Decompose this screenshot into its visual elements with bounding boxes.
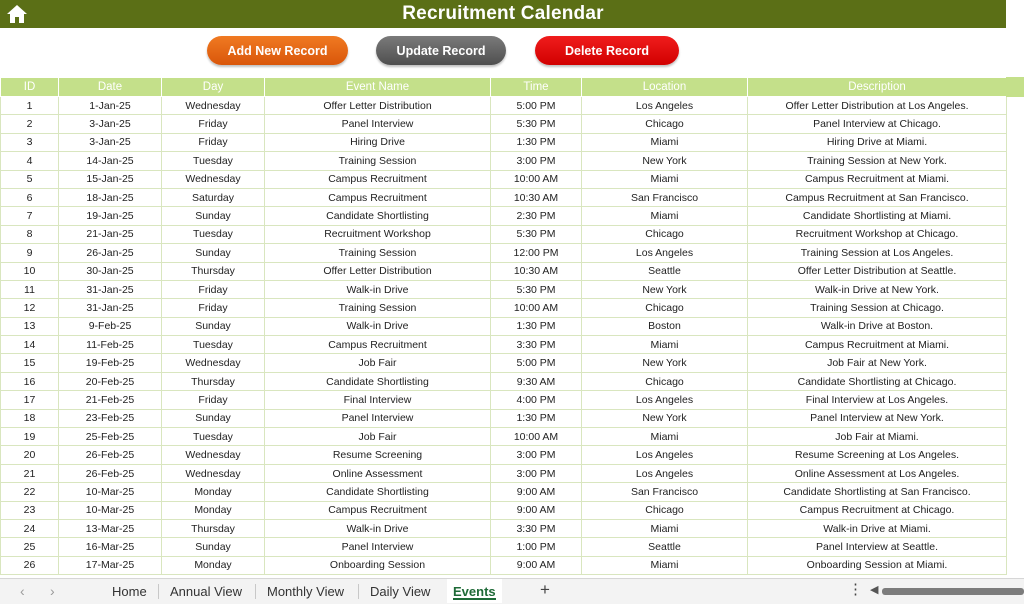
location-cell[interactable]: Chicago — [582, 115, 748, 133]
id-cell[interactable]: 12 — [1, 299, 59, 317]
date-cell[interactable]: 1-Jan-25 — [59, 97, 162, 115]
day-cell[interactable]: Sunday — [162, 409, 265, 427]
column-header-day: Day — [162, 78, 265, 97]
title-bar — [0, 0, 1006, 28]
id-cell[interactable]: 8 — [1, 225, 59, 243]
table-row[interactable] — [1, 501, 1007, 519]
id-cell[interactable]: 19 — [1, 428, 59, 446]
sheet-tab-bar — [0, 578, 1024, 604]
table-row[interactable] — [1, 262, 1007, 280]
date-cell[interactable]: 21-Feb-25 — [59, 391, 162, 409]
event-name-cell[interactable]: Campus Recruitment — [265, 170, 491, 188]
time-cell[interactable]: 2:30 PM — [491, 207, 582, 225]
time-cell[interactable]: 1:30 PM — [491, 317, 582, 335]
id-cell[interactable]: 14 — [1, 336, 59, 354]
time-cell[interactable]: 10:00 AM — [491, 170, 582, 188]
table-row[interactable] — [1, 299, 1007, 317]
id-cell[interactable]: 26 — [1, 556, 59, 574]
description-cell[interactable]: Offer Letter Distribution at Seattle. — [748, 262, 1007, 280]
delete-record-button[interactable]: Delete Record — [535, 36, 679, 65]
time-cell[interactable]: 12:00 PM — [491, 244, 582, 262]
date-cell[interactable]: 23-Feb-25 — [59, 409, 162, 427]
location-cell[interactable]: Miami — [582, 170, 748, 188]
events-table-container — [0, 77, 1024, 575]
column-header-description: Description — [748, 78, 1007, 97]
event-name-cell[interactable]: Hiring Drive — [265, 133, 491, 151]
day-cell[interactable]: Saturday — [162, 188, 265, 206]
tab-events[interactable]: Events — [447, 579, 502, 603]
plus-icon[interactable]: + — [540, 580, 550, 599]
location-cell[interactable]: San Francisco — [582, 483, 748, 501]
description-cell[interactable]: Recruitment Workshop at Chicago. — [748, 225, 1007, 243]
table-body — [1, 97, 1007, 575]
day-cell[interactable]: Wednesday — [162, 464, 265, 482]
header-strip — [1006, 77, 1024, 97]
time-cell[interactable]: 5:30 PM — [491, 225, 582, 243]
location-cell[interactable]: Miami — [582, 336, 748, 354]
update-record-button[interactable]: Update Record — [376, 36, 506, 65]
day-cell[interactable]: Friday — [162, 391, 265, 409]
location-cell[interactable]: Chicago — [582, 299, 748, 317]
date-cell[interactable]: 10-Mar-25 — [59, 501, 162, 519]
column-header-location: Location — [582, 78, 748, 97]
time-cell[interactable]: 3:00 PM — [491, 152, 582, 170]
date-cell[interactable]: 25-Feb-25 — [59, 428, 162, 446]
location-cell[interactable]: Los Angeles — [582, 391, 748, 409]
description-cell[interactable]: Job Fair at New York. — [748, 354, 1007, 372]
table-row[interactable] — [1, 519, 1007, 537]
id-cell[interactable]: 18 — [1, 409, 59, 427]
horizontal-scrollbar[interactable] — [882, 588, 1024, 595]
event-name-cell[interactable]: Panel Interview — [265, 538, 491, 556]
table-row[interactable] — [1, 225, 1007, 243]
date-cell[interactable]: 19-Feb-25 — [59, 354, 162, 372]
description-cell[interactable]: Panel Interview at Chicago. — [748, 115, 1007, 133]
event-name-cell[interactable]: Offer Letter Distribution — [265, 262, 491, 280]
description-cell[interactable]: Online Assessment at Los Angeles. — [748, 464, 1007, 482]
tab-daily-view[interactable]: Daily View — [370, 583, 431, 599]
vertical-dots-icon[interactable]: ⋮ — [848, 581, 863, 598]
date-cell[interactable]: 31-Jan-25 — [59, 280, 162, 298]
description-cell[interactable]: Training Session at Chicago. — [748, 299, 1007, 317]
event-name-cell[interactable]: Candidate Shortlisting — [265, 372, 491, 390]
event-name-cell[interactable]: Campus Recruitment — [265, 501, 491, 519]
id-cell[interactable]: 11 — [1, 280, 59, 298]
chevron-left-icon[interactable]: ‹ — [20, 583, 25, 599]
id-cell[interactable]: 1 — [1, 97, 59, 115]
day-cell[interactable]: Wednesday — [162, 446, 265, 464]
event-name-cell[interactable]: Walk-in Drive — [265, 280, 491, 298]
location-cell[interactable]: Chicago — [582, 372, 748, 390]
description-cell[interactable]: Campus Recruitment at Miami. — [748, 336, 1007, 354]
id-cell[interactable]: 24 — [1, 519, 59, 537]
date-cell[interactable]: 19-Jan-25 — [59, 207, 162, 225]
event-name-cell[interactable]: Training Session — [265, 152, 491, 170]
chevron-right-icon[interactable]: › — [50, 583, 55, 599]
table-row[interactable] — [1, 446, 1007, 464]
home-icon — [6, 4, 28, 24]
table-row[interactable] — [1, 428, 1007, 446]
day-cell[interactable]: Thursday — [162, 372, 265, 390]
id-cell[interactable]: 15 — [1, 354, 59, 372]
description-cell[interactable]: Campus Recruitment at Miami. — [748, 170, 1007, 188]
day-cell[interactable]: Friday — [162, 299, 265, 317]
day-cell[interactable]: Sunday — [162, 244, 265, 262]
location-cell[interactable]: New York — [582, 354, 748, 372]
tab-home[interactable]: Home — [112, 583, 147, 599]
id-cell[interactable]: 4 — [1, 152, 59, 170]
day-cell[interactable]: Sunday — [162, 207, 265, 225]
table-row[interactable] — [1, 336, 1007, 354]
table-row[interactable] — [1, 133, 1007, 151]
date-cell[interactable]: 3-Jan-25 — [59, 115, 162, 133]
date-cell[interactable]: 26-Feb-25 — [59, 446, 162, 464]
day-cell[interactable]: Tuesday — [162, 336, 265, 354]
table-row[interactable] — [1, 170, 1007, 188]
event-name-cell[interactable]: Onboarding Session — [265, 556, 491, 574]
description-cell[interactable]: Candidate Shortlisting at Chicago. — [748, 372, 1007, 390]
table-row[interactable] — [1, 464, 1007, 482]
event-name-cell[interactable]: Campus Recruitment — [265, 188, 491, 206]
time-cell[interactable]: 3:30 PM — [491, 519, 582, 537]
day-cell[interactable]: Tuesday — [162, 428, 265, 446]
time-cell[interactable]: 10:00 AM — [491, 428, 582, 446]
table-row[interactable] — [1, 152, 1007, 170]
day-cell[interactable]: Thursday — [162, 519, 265, 537]
location-cell[interactable]: Chicago — [582, 501, 748, 519]
time-cell[interactable]: 1:00 PM — [491, 538, 582, 556]
description-cell[interactable]: Training Session at Los Angeles. — [748, 244, 1007, 262]
day-cell[interactable]: Tuesday — [162, 152, 265, 170]
date-cell[interactable]: 16-Mar-25 — [59, 538, 162, 556]
description-cell[interactable]: Candidate Shortlisting at Miami. — [748, 207, 1007, 225]
date-cell[interactable]: 18-Jan-25 — [59, 188, 162, 206]
table-row[interactable] — [1, 483, 1007, 501]
triangle-left-icon[interactable]: ◀ — [870, 584, 879, 596]
column-header-date: Date — [59, 78, 162, 97]
location-cell[interactable]: Los Angeles — [582, 446, 748, 464]
event-name-cell[interactable]: Job Fair — [265, 428, 491, 446]
time-cell[interactable]: 10:30 AM — [491, 188, 582, 206]
description-cell[interactable]: Final Interview at Los Angeles. — [748, 391, 1007, 409]
column-header-event-name: Event Name — [265, 78, 491, 97]
id-cell[interactable]: 7 — [1, 207, 59, 225]
time-cell[interactable]: 9:00 AM — [491, 556, 582, 574]
location-cell[interactable]: Miami — [582, 428, 748, 446]
description-cell[interactable]: Campus Recruitment at San Francisco. — [748, 188, 1007, 206]
date-cell[interactable]: 20-Feb-25 — [59, 372, 162, 390]
date-cell[interactable]: 11-Feb-25 — [59, 336, 162, 354]
id-cell[interactable]: 21 — [1, 464, 59, 482]
day-cell[interactable]: Wednesday — [162, 354, 265, 372]
day-cell[interactable]: Monday — [162, 501, 265, 519]
table-row[interactable] — [1, 372, 1007, 390]
location-cell[interactable]: Miami — [582, 133, 748, 151]
day-cell[interactable]: Sunday — [162, 317, 265, 335]
time-cell[interactable]: 9:00 AM — [491, 501, 582, 519]
location-cell[interactable]: Los Angeles — [582, 97, 748, 115]
description-cell[interactable]: Onboarding Session at Miami. — [748, 556, 1007, 574]
id-cell[interactable]: 17 — [1, 391, 59, 409]
time-cell[interactable]: 5:30 PM — [491, 280, 582, 298]
table-row[interactable] — [1, 244, 1007, 262]
description-cell[interactable]: Walk-in Drive at Miami. — [748, 519, 1007, 537]
description-cell[interactable]: Training Session at New York. — [748, 152, 1007, 170]
description-cell[interactable]: Campus Recruitment at Chicago. — [748, 501, 1007, 519]
time-cell[interactable]: 1:30 PM — [491, 409, 582, 427]
location-cell[interactable]: Miami — [582, 207, 748, 225]
column-header-time: Time — [491, 78, 582, 97]
id-cell[interactable]: 16 — [1, 372, 59, 390]
event-name-cell[interactable]: Candidate Shortlisting — [265, 207, 491, 225]
tab-annual-view[interactable]: Annual View — [170, 583, 243, 599]
table-row[interactable] — [1, 188, 1007, 206]
events-table — [0, 77, 1007, 575]
time-cell[interactable]: 5:00 PM — [491, 97, 582, 115]
time-cell[interactable]: 9:00 AM — [491, 483, 582, 501]
date-cell[interactable]: 26-Feb-25 — [59, 464, 162, 482]
table-row[interactable] — [1, 280, 1007, 298]
time-cell[interactable]: 3:00 PM — [491, 464, 582, 482]
description-cell[interactable]: Candidate Shortlisting at San Francisco. — [748, 483, 1007, 501]
event-name-cell[interactable]: Recruitment Workshop — [265, 225, 491, 243]
location-cell[interactable]: Los Angeles — [582, 464, 748, 482]
table-row[interactable] — [1, 538, 1007, 556]
event-name-cell[interactable]: Final Interview — [265, 391, 491, 409]
tab-separator — [158, 584, 159, 599]
add-new-record-button[interactable]: Add New Record — [207, 36, 348, 65]
id-cell[interactable]: 10 — [1, 262, 59, 280]
tab-separator — [358, 584, 359, 599]
day-cell[interactable]: Friday — [162, 280, 265, 298]
id-cell[interactable]: 25 — [1, 538, 59, 556]
description-cell[interactable]: Walk-in Drive at New York. — [748, 280, 1007, 298]
day-cell[interactable]: Friday — [162, 115, 265, 133]
event-name-cell[interactable]: Training Session — [265, 244, 491, 262]
date-cell[interactable]: 9-Feb-25 — [59, 317, 162, 335]
time-cell[interactable]: 3:30 PM — [491, 336, 582, 354]
id-cell[interactable]: 6 — [1, 188, 59, 206]
location-cell[interactable]: San Francisco — [582, 188, 748, 206]
event-name-cell[interactable]: Panel Interview — [265, 115, 491, 133]
tab-separator — [255, 584, 256, 599]
column-header-id: ID — [1, 78, 59, 97]
description-cell[interactable]: Panel Interview at Seattle. — [748, 538, 1007, 556]
location-cell[interactable]: Chicago — [582, 225, 748, 243]
event-name-cell[interactable]: Online Assessment — [265, 464, 491, 482]
date-cell[interactable]: 21-Jan-25 — [59, 225, 162, 243]
date-cell[interactable]: 14-Jan-25 — [59, 152, 162, 170]
event-name-cell[interactable]: Training Session — [265, 299, 491, 317]
location-cell[interactable]: Seattle — [582, 538, 748, 556]
description-cell[interactable]: Offer Letter Distribution at Los Angeles. — [748, 97, 1007, 115]
table-row[interactable] — [1, 317, 1007, 335]
table-row[interactable] — [1, 97, 1007, 115]
id-cell[interactable]: 20 — [1, 446, 59, 464]
day-cell[interactable]: Tuesday — [162, 225, 265, 243]
day-cell[interactable]: Monday — [162, 556, 265, 574]
date-cell[interactable]: 30-Jan-25 — [59, 262, 162, 280]
location-cell[interactable]: New York — [582, 152, 748, 170]
table-row[interactable] — [1, 391, 1007, 409]
description-cell[interactable]: Job Fair at Miami. — [748, 428, 1007, 446]
tab-monthly-view[interactable]: Monthly View — [267, 583, 345, 599]
id-cell[interactable]: 22 — [1, 483, 59, 501]
id-cell[interactable]: 2 — [1, 115, 59, 133]
table-row[interactable] — [1, 115, 1007, 133]
event-name-cell[interactable]: Panel Interview — [265, 409, 491, 427]
location-cell[interactable]: Seattle — [582, 262, 748, 280]
date-cell[interactable]: 26-Jan-25 — [59, 244, 162, 262]
location-cell[interactable]: Los Angeles — [582, 244, 748, 262]
page-title: Recruitment Calendar — [402, 3, 604, 24]
location-cell[interactable]: New York — [582, 409, 748, 427]
event-name-cell[interactable]: Job Fair — [265, 354, 491, 372]
table-header-row — [1, 78, 1007, 97]
day-cell[interactable]: Thursday — [162, 262, 265, 280]
table-row[interactable] — [1, 207, 1007, 225]
time-cell[interactable]: 10:30 AM — [491, 262, 582, 280]
day-cell[interactable]: Sunday — [162, 538, 265, 556]
location-cell[interactable]: New York — [582, 280, 748, 298]
day-cell[interactable]: Monday — [162, 483, 265, 501]
date-cell[interactable]: 13-Mar-25 — [59, 519, 162, 537]
event-name-cell[interactable]: Offer Letter Distribution — [265, 97, 491, 115]
date-cell[interactable]: 17-Mar-25 — [59, 556, 162, 574]
description-cell[interactable]: Walk-in Drive at Boston. — [748, 317, 1007, 335]
id-cell[interactable]: 5 — [1, 170, 59, 188]
id-cell[interactable]: 23 — [1, 501, 59, 519]
time-cell[interactable]: 3:00 PM — [491, 446, 582, 464]
day-cell[interactable]: Wednesday — [162, 97, 265, 115]
event-name-cell[interactable]: Walk-in Drive — [265, 519, 491, 537]
table-row[interactable] — [1, 354, 1007, 372]
time-cell[interactable]: 4:00 PM — [491, 391, 582, 409]
time-cell[interactable]: 10:00 AM — [491, 299, 582, 317]
id-cell[interactable]: 9 — [1, 244, 59, 262]
day-cell[interactable]: Friday — [162, 133, 265, 151]
table-row[interactable] — [1, 556, 1007, 574]
location-cell[interactable]: Boston — [582, 317, 748, 335]
date-cell[interactable]: 3-Jan-25 — [59, 133, 162, 151]
event-name-cell[interactable]: Campus Recruitment — [265, 336, 491, 354]
time-cell[interactable]: 9:30 AM — [491, 372, 582, 390]
table-row[interactable] — [1, 409, 1007, 427]
description-cell[interactable]: Panel Interview at New York. — [748, 409, 1007, 427]
date-cell[interactable]: 10-Mar-25 — [59, 483, 162, 501]
location-cell[interactable]: Miami — [582, 556, 748, 574]
time-cell[interactable]: 1:30 PM — [491, 133, 582, 151]
event-name-cell[interactable]: Candidate Shortlisting — [265, 483, 491, 501]
event-name-cell[interactable]: Resume Screening — [265, 446, 491, 464]
description-cell[interactable]: Resume Screening at Los Angeles. — [748, 446, 1007, 464]
home-button[interactable] — [4, 2, 30, 26]
date-cell[interactable]: 15-Jan-25 — [59, 170, 162, 188]
time-cell[interactable]: 5:00 PM — [491, 354, 582, 372]
location-cell[interactable]: Miami — [582, 519, 748, 537]
time-cell[interactable]: 5:30 PM — [491, 115, 582, 133]
id-cell[interactable]: 3 — [1, 133, 59, 151]
description-cell[interactable]: Hiring Drive at Miami. — [748, 133, 1007, 151]
date-cell[interactable]: 31-Jan-25 — [59, 299, 162, 317]
event-name-cell[interactable]: Walk-in Drive — [265, 317, 491, 335]
day-cell[interactable]: Wednesday — [162, 170, 265, 188]
id-cell[interactable]: 13 — [1, 317, 59, 335]
